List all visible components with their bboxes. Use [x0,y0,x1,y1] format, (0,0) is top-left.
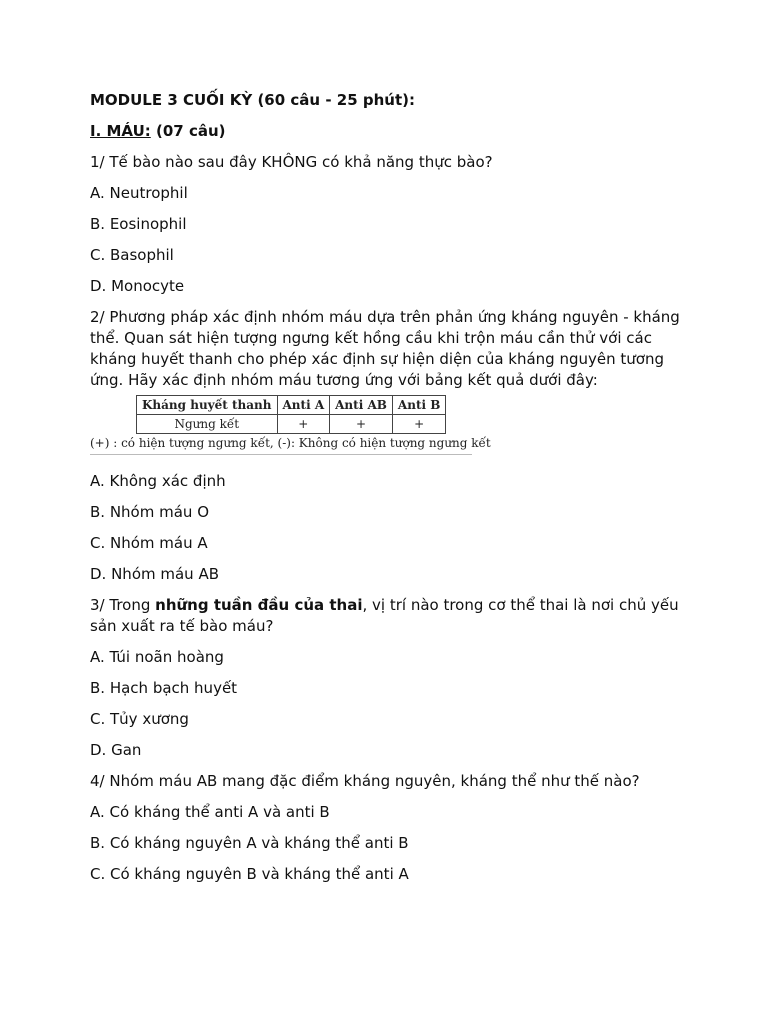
table-cell: Ngưng kết [137,415,278,434]
document-content [90,90,680,895]
question-2-text: 2/ Phương pháp xác định nhóm máu dựa trên phản ứng kháng nguyên - kháng thể. Quan sát hiện tượng ngưng kết hồng cầu khi trộn máu cần thử với các kháng huyết thanh cho phép xác định sự hiện diện của kháng nguyên tương ứng. Hãy xác định nhóm máu tương ứng với bảng kết quả dưới đây: [90,308,680,389]
question-3-option-d: D. Gan [90,741,142,759]
question-4-option-b: B. Có kháng nguyên A và kháng thể anti B [90,834,409,852]
question-3-text [90,595,680,637]
section-label: I. MÁU: [90,122,151,140]
question-3-text-bold: những tuần đầu của thai [155,596,363,614]
table-cell: + [277,415,330,434]
question-2-option-d: D. Nhóm máu AB [90,565,220,583]
question-3-option-a: A. Túi noãn hoàng [90,648,224,666]
question-1-option-b: B. Eosinophil [90,215,187,233]
table-header-cell: Anti A [277,396,330,415]
question-4-option-c: C. Có kháng nguyên B và kháng thể anti A [90,865,409,883]
question-1-text: 1/ Tế bào nào sau đây KHÔNG có khả năng thực bào? [90,153,493,171]
question-2-option-b: B. Nhóm máu O [90,503,209,521]
question-1-option-c: C. Basophil [90,246,174,264]
blood-type-result-table [136,395,446,434]
question-4-option-a: A. Có kháng thể anti A và anti B [90,803,330,821]
question-4-text: 4/ Nhóm máu AB mang đặc điểm kháng nguyên, kháng thể như thế nào? [90,772,640,790]
document-title: MODULE 3 CUỐI KỲ (60 câu - 25 phút): [90,91,415,109]
question-1-option-d: D. Monocyte [90,277,185,295]
question-2-option-c: C. Nhóm máu A [90,534,208,552]
question-2-option-a: A. Không xác định [90,472,226,490]
question-3-text-post: , vị trí nào trong cơ thể thai là nơi chủ yếu sản xuất ra tế bào máu? [90,596,679,635]
question-3-text-pre: 3/ Trong [90,596,156,614]
table-cell: + [330,415,393,434]
table-row [137,415,446,434]
section-heading [90,121,680,142]
table-header-row [137,396,446,415]
question-1-option-a: A. Neutrophil [90,184,188,202]
table-header-cell: Kháng huyết thanh [137,396,278,415]
spacer [90,455,680,471]
table-header-cell: Anti AB [330,396,393,415]
table-legend: (+) : có hiện tượng ngưng kết, (-): Không có hiện tượng ngưng kết [90,436,491,450]
table-cell: + [392,415,445,434]
section-count: (07 câu) [150,122,226,140]
blood-type-result-table-image [90,395,491,455]
table-header-cell: Anti B [392,396,445,415]
question-3-option-b: B. Hạch bạch huyết [90,679,238,697]
question-3-option-c: C. Tủy xương [90,710,189,728]
